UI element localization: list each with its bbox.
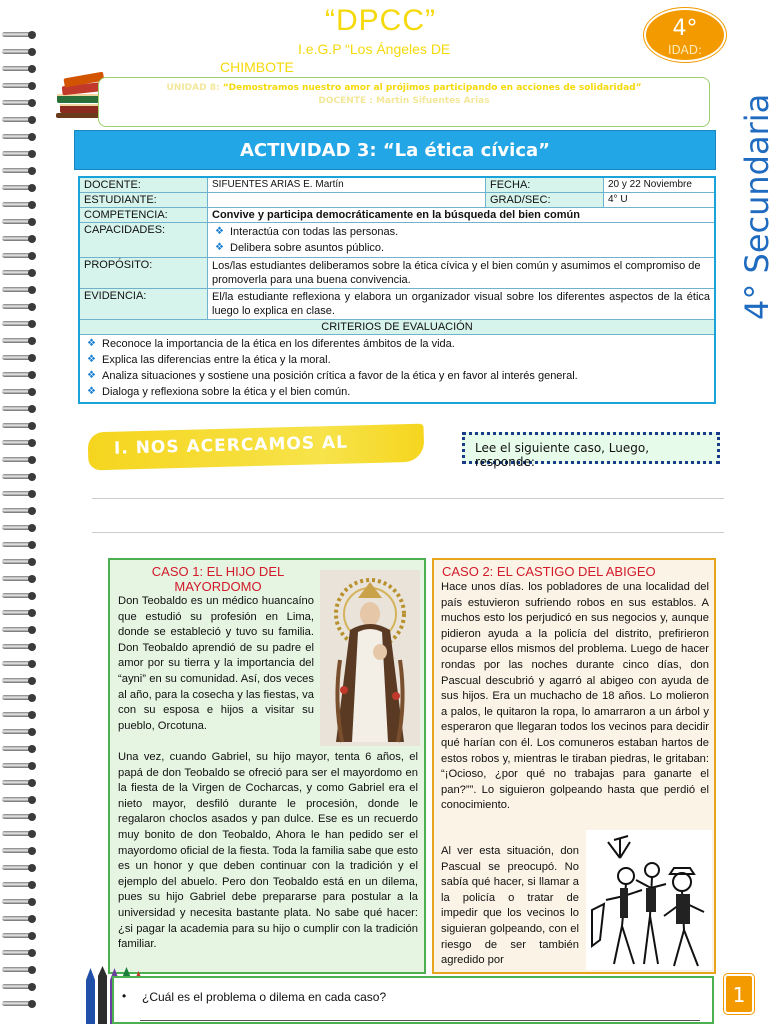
capacidades-label: CAPACIDADES: xyxy=(80,223,208,257)
spiral-ring xyxy=(2,302,36,311)
spiral-ring xyxy=(2,81,36,90)
worksheet-page xyxy=(40,0,776,1024)
unit-title: “Demostramos nuestro amor al prójimos participando en acciones de solidaridad” xyxy=(222,83,642,93)
case-1-title: CASO 1: EL HIJO DEL MAYORDOMO xyxy=(151,564,285,594)
spiral-ring xyxy=(2,336,36,345)
spiral-ring xyxy=(2,353,36,362)
spiral-ring xyxy=(2,132,36,141)
header-title: “DPCC” xyxy=(325,4,436,37)
spiral-ring xyxy=(2,982,36,991)
spiral-ring xyxy=(2,625,36,634)
question-box xyxy=(112,976,714,1024)
spiral-ring xyxy=(2,489,36,498)
spiral-ring xyxy=(2,829,36,838)
grado-label: GRAD/SEC: xyxy=(486,193,604,207)
spiral-ring xyxy=(2,200,36,209)
villagers-sketch-image xyxy=(586,830,712,970)
case-1-card xyxy=(108,558,426,974)
list-item: ❖ Dialoga y reflexiona sobre la ética y el bien común. xyxy=(84,384,714,400)
spiral-ring xyxy=(2,999,36,1008)
spiral-ring xyxy=(2,472,36,481)
spiral-ring xyxy=(2,591,36,600)
spiral-ring xyxy=(2,948,36,957)
spiral-binding xyxy=(0,30,40,1020)
list-item: ❖ Analiza situaciones y sostiene una posición crítica a favor de la ética y en favor al interés general. xyxy=(84,368,714,384)
case-2-paragraph-1: Hace unos días. los pobladores de una localidad del país estuvieron sufriendo robos en sus establos. A muchos esto los perjudicó en sus negocios y, aunque pidieron ayuda a la policía del distrito, prefirieron ocuparse ellos mismos del problema. Luego de hacer rondas por las noches durante cinco días, don Pascual descubrió y agarró al abigeo con ayuda de sus hijos. Era un muchacho de 18 años. Lo molieron a palos, le quitaron la ropa, lo amarraron a un árbol y esperaron que llegaran todos los vecinos para decidir qué harían con él. Los comuneros estaban hartos de estos robos y, mientras le tiraban piedras, le gritaban: “¡Ocioso, ¿por qué no trabajas para ganarte el pan?””. Lo siguieron golpeando hasta que perdió el conocimiento. xyxy=(441,581,709,812)
unit-line xyxy=(99,83,709,93)
spiral-ring xyxy=(2,438,36,447)
spiral-ring xyxy=(2,693,36,702)
evidencia-label: EVIDENCIA: xyxy=(80,289,208,319)
row-estudiante xyxy=(80,193,714,208)
row-capacidades xyxy=(80,223,714,258)
spiral-ring xyxy=(2,846,36,855)
list-item: ❖ Interactúa con todas las personas. xyxy=(212,224,710,240)
divider xyxy=(92,498,724,499)
fecha-value: 20 y 22 Noviembre xyxy=(608,179,692,190)
spiral-ring xyxy=(2,642,36,651)
info-table xyxy=(78,176,716,404)
divider xyxy=(92,532,724,533)
spiral-ring xyxy=(2,710,36,719)
row-proposito xyxy=(80,258,714,289)
answer-line[interactable] xyxy=(140,1020,700,1021)
competencia-value: Convive y participa democráticamente en la búsqueda del bien común xyxy=(212,209,580,221)
spiral-ring xyxy=(2,387,36,396)
page-number: 1 xyxy=(724,974,754,1014)
spiral-ring xyxy=(2,744,36,753)
case-1-paragraph-1: Don Teobaldo es un médico huancaíno que estudió su profesión en Lima, donde se estableció y tuvo su familia. Don Teobaldo aprendió de su padre el amor por su tierra y la importancia del “ayni” en su comunidad. Así, dos veces al año, para la cosecha y las fiestas, va con su esposa e hijos a visitar su pueblo, Orcotuna. xyxy=(118,595,314,732)
spiral-ring xyxy=(2,795,36,804)
vertical-grade-label: 4° Secundaria xyxy=(738,93,776,320)
unit-teacher: DOCENTE : Martin Sifuentes Arias xyxy=(318,96,490,106)
spiral-ring xyxy=(2,421,36,430)
unit-box xyxy=(98,77,710,127)
spiral-ring xyxy=(2,166,36,175)
spiral-ring xyxy=(2,608,36,617)
spiral-ring xyxy=(2,727,36,736)
row-competencia xyxy=(80,208,714,223)
spiral-ring xyxy=(2,251,36,260)
spiral-ring xyxy=(2,47,36,56)
spiral-ring xyxy=(2,863,36,872)
spiral-ring xyxy=(2,659,36,668)
criterios-list xyxy=(80,335,714,402)
spiral-ring xyxy=(2,98,36,107)
estudiante-field[interactable] xyxy=(208,193,486,207)
capacidades-list xyxy=(212,224,710,256)
row-docente xyxy=(80,178,714,193)
fecha-label: FECHA: xyxy=(486,178,604,192)
criterios-header: CRITERIOS DE EVALUACIÓN xyxy=(80,320,714,335)
spiral-ring xyxy=(2,761,36,770)
spiral-ring xyxy=(2,285,36,294)
section-banner xyxy=(88,424,425,471)
proposito-label: PROPÓSITO: xyxy=(80,258,208,288)
estudiante-label: ESTUDIANTE: xyxy=(80,193,208,207)
spiral-ring xyxy=(2,574,36,583)
section-title: I. NOS ACERCAMOS AL xyxy=(113,432,349,459)
spiral-ring xyxy=(2,149,36,158)
school-city: CHIMBOTE xyxy=(220,59,294,75)
list-item: ❖ Delibera sobre asuntos público. xyxy=(212,240,710,256)
spiral-ring xyxy=(2,965,36,974)
spiral-ring xyxy=(2,455,36,464)
activity-title: ACTIVIDAD 3: “La ética cívica” xyxy=(74,130,716,170)
case-2-card xyxy=(432,558,716,974)
spiral-ring xyxy=(2,30,36,39)
evidencia-value: El/la estudiante reflexiona y elabora un organizador visual sobre los diferentes aspectos de la ética luego lo explica en clase. xyxy=(212,291,710,317)
proposito-value: Los/las estudiantes deliberamos sobre la ética cívica y el bien común y asumimos el compromiso de promoverla para una buena convivencia. xyxy=(212,260,701,286)
docente-label: DOCENTE: xyxy=(80,178,208,192)
school-name: I.e.G.P “Los Ángeles DE xyxy=(298,41,451,57)
spiral-ring xyxy=(2,506,36,515)
case-2-title: CASO 2: EL CASTIGO DEL ABIGEO xyxy=(442,564,656,579)
case-2-paragraph-2: Al ver esta situación, don Pascual se preocupó. No sabía qué hacer, si llamar a la policía o tratar de impedir que los vecinos lo siguieran golpeando, con el riesgo de ser también agredido por xyxy=(441,845,579,967)
spiral-ring xyxy=(2,880,36,889)
spiral-ring xyxy=(2,931,36,940)
unit-prefix: UNIDAD 8: xyxy=(166,83,223,93)
competencia-label: COMPETENCIA: xyxy=(80,208,208,222)
spiral-ring xyxy=(2,217,36,226)
spiral-ring xyxy=(2,897,36,906)
list-item: ❖ Reconoce la importancia de la ética en los diferentes ámbitos de la vida. xyxy=(84,336,714,352)
spiral-ring xyxy=(2,404,36,413)
grade-badge xyxy=(644,8,726,62)
spiral-ring xyxy=(2,914,36,923)
spiral-ring xyxy=(2,268,36,277)
spiral-ring xyxy=(2,183,36,192)
spiral-ring xyxy=(2,778,36,787)
spiral-ring xyxy=(2,557,36,566)
virgin-statue-image xyxy=(320,570,420,746)
spiral-ring xyxy=(2,234,36,243)
question-text: • ¿Cuál es el problema o dilema en cada caso? xyxy=(142,990,386,1004)
grade-unit: IDAD: xyxy=(667,43,703,57)
spiral-ring xyxy=(2,319,36,328)
spiral-ring xyxy=(2,523,36,532)
spiral-ring xyxy=(2,540,36,549)
grado-value: 4° U xyxy=(608,194,628,205)
spiral-ring xyxy=(2,64,36,73)
spiral-ring xyxy=(2,370,36,379)
case-1-paragraph-2: Una vez, cuando Gabriel, su hijo mayor, tenta 6 años, el papá de don Teobaldo se ofreció para ser el mayordomo en la fiesta de la Virgen de Cocharcas, y como Gabriel era el nieto mayor, desfiló durante le procesión, donde le regalaron choclos asados y pan dulce. Ese es un recuerdo muy bonito de don Teobaldo, Ahora le han pedido ser el mayordomo oficial de la fiesta. Toda la familia sabe que esto es un honor y que deben continuar con la tradición y el ejemplo del abuelo. Pero don Teobaldo está en un dilema, pues su hijo Gabriel debe prepararse para postular a la universidad y necesita bastante plata. No sabe qué hacer: ¿si pagar la academia para su hijo o cumplir con la tradición familiar. xyxy=(118,751,418,951)
capacidades-value xyxy=(208,223,714,257)
grade-number: 4° xyxy=(672,16,698,41)
row-evidencia xyxy=(80,289,714,320)
spiral-ring xyxy=(2,676,36,685)
spiral-ring xyxy=(2,812,36,821)
docente-value: SIFUENTES ARIAS E. Martín xyxy=(208,178,486,192)
spiral-ring xyxy=(2,115,36,124)
instruction-box: Lee el siguiente caso, Luego, responde: xyxy=(462,432,720,464)
list-item: ❖ Explica las diferencias entre la ética y la moral. xyxy=(84,352,714,368)
